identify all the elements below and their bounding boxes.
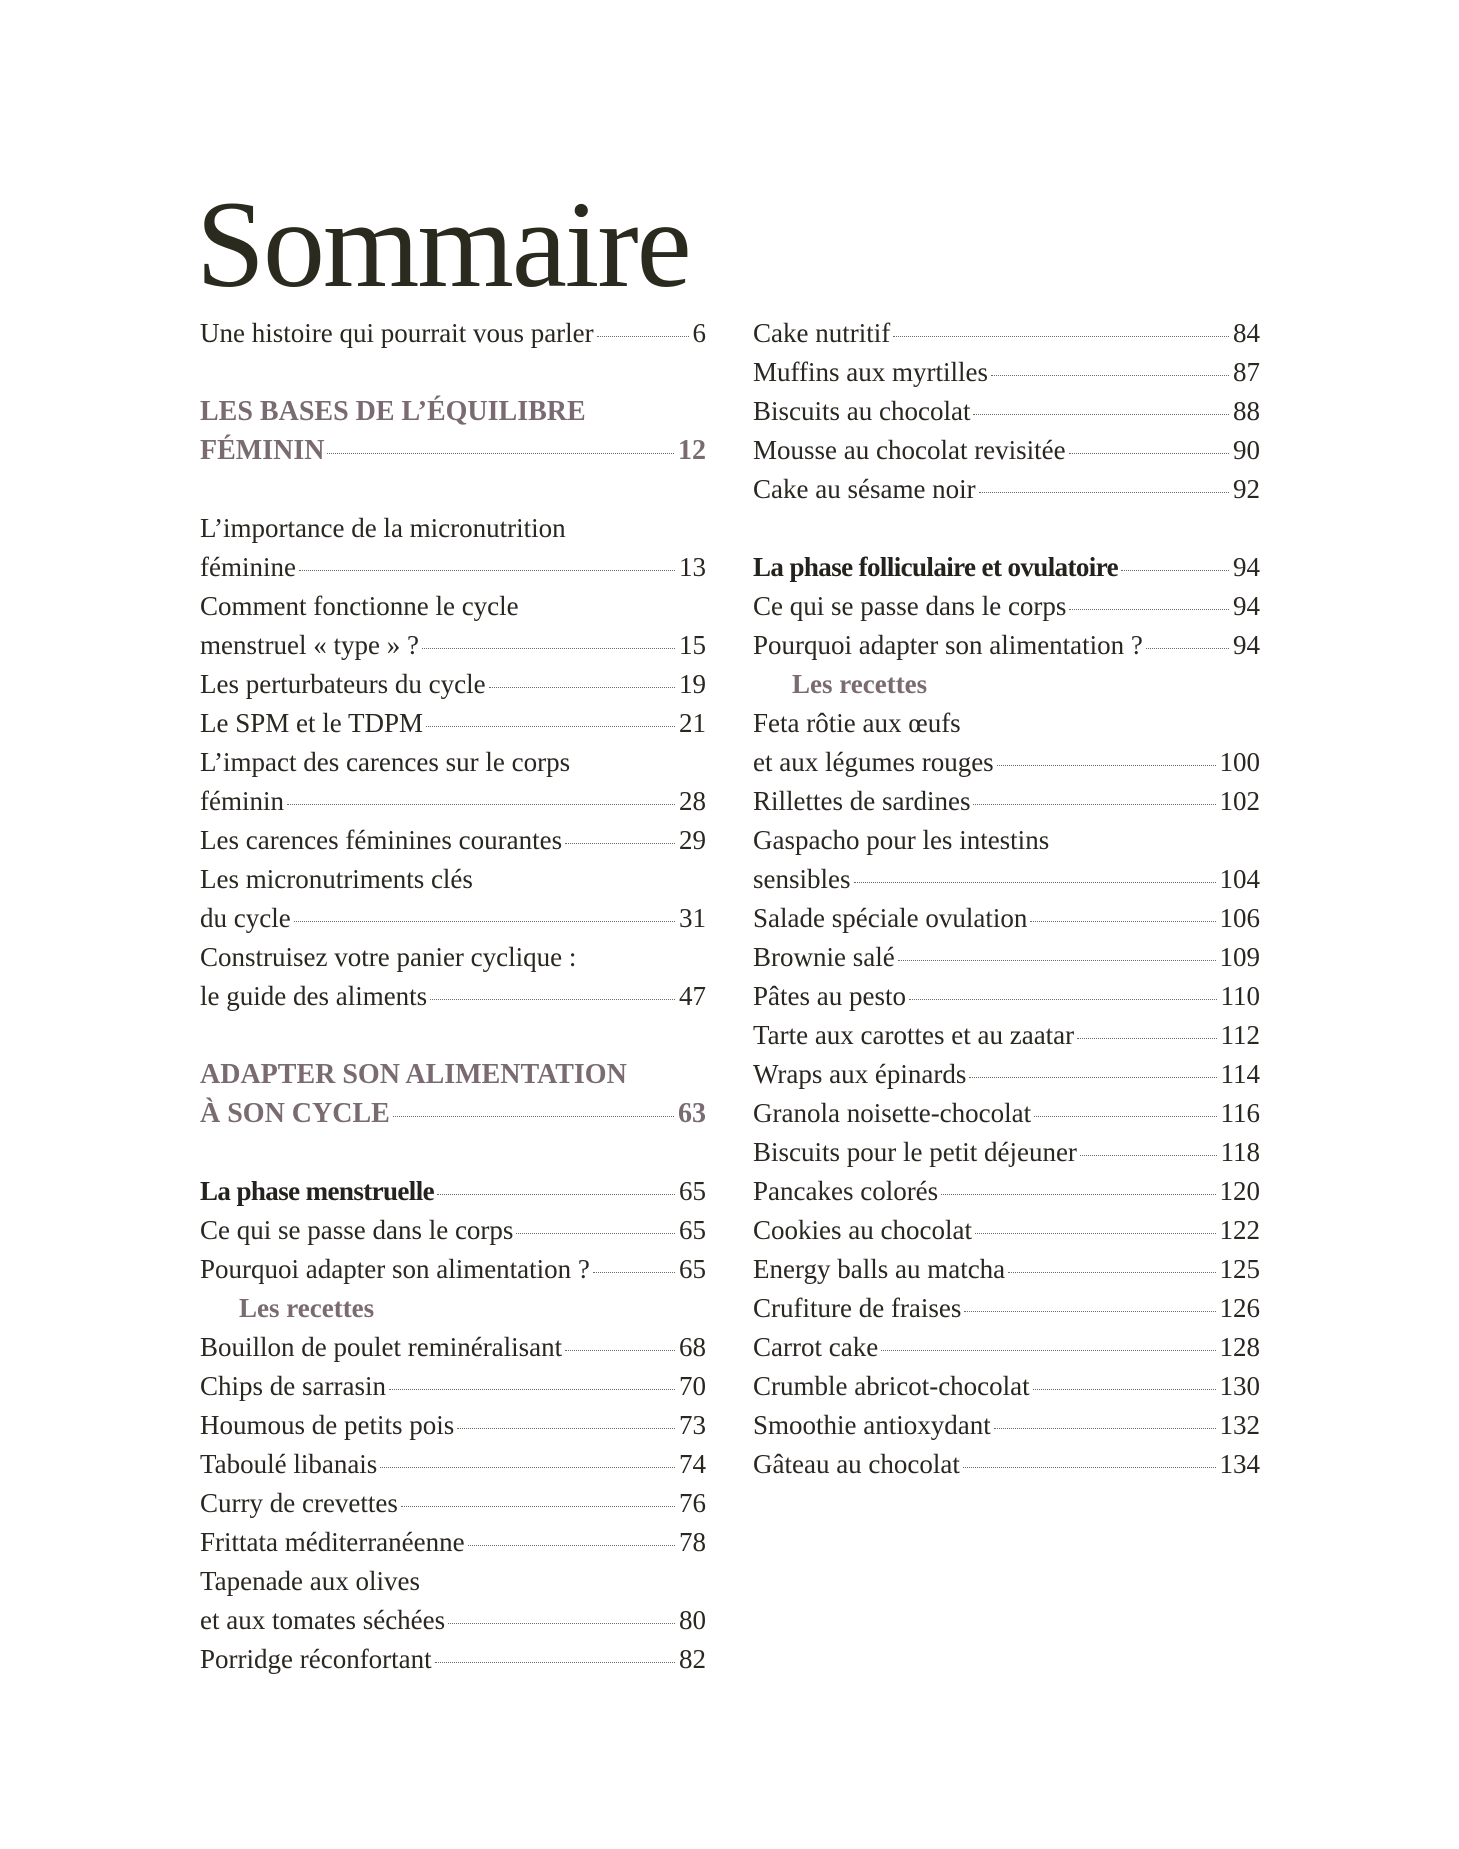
toc-entry-title: La phase menstruelle — [200, 1176, 434, 1206]
toc-entry-title: Cake nutritif — [753, 318, 891, 348]
toc-entry[interactable] — [200, 1523, 706, 1562]
toc-entry-title: Taboulé libanais — [200, 1449, 378, 1479]
toc-page-number: 120 — [1219, 1176, 1260, 1206]
toc-section-entry[interactable] — [200, 431, 706, 470]
toc-entry-title: féminine — [200, 552, 296, 582]
toc-entry-title: et aux tomates séchées — [200, 1605, 446, 1635]
toc-entry-title: Les carences féminines courantes — [200, 825, 563, 855]
toc-page-number: 126 — [1219, 1293, 1260, 1323]
toc-entry[interactable] — [200, 782, 706, 821]
toc-entry[interactable] — [753, 587, 1260, 626]
toc-entry[interactable] — [753, 977, 1260, 1016]
toc-entry-title: Carrot cake — [753, 1332, 879, 1362]
toc-entry[interactable] — [200, 1484, 706, 1523]
toc-entry-title: Pancakes colorés — [753, 1176, 939, 1206]
dot-leader — [969, 1077, 1216, 1078]
toc-page-number: 118 — [1220, 1137, 1260, 1167]
toc-page-number: 76 — [679, 1488, 706, 1518]
dot-leader — [457, 1428, 675, 1429]
dot-leader — [294, 921, 675, 922]
toc-page-number: 19 — [679, 669, 706, 699]
dot-leader — [1121, 570, 1229, 571]
toc-page-number: 94 — [1233, 630, 1260, 660]
dot-leader — [565, 1350, 675, 1351]
toc-entry[interactable] — [753, 1211, 1260, 1250]
toc-entry-title: La phase folliculaire et ovulatoire — [753, 552, 1118, 582]
toc-spacer — [200, 1133, 706, 1172]
toc-entry[interactable] — [753, 1328, 1260, 1367]
dot-leader — [435, 1662, 675, 1663]
toc-entry-line: Construisez votre panier cyclique : — [200, 942, 577, 972]
toc-entry[interactable] — [753, 1133, 1260, 1172]
toc-entry[interactable] — [200, 1445, 706, 1484]
toc-page-number: 94 — [1233, 552, 1260, 582]
toc-page-number: 21 — [679, 708, 706, 738]
toc-page-number: 112 — [1220, 1020, 1260, 1050]
dot-leader — [565, 843, 675, 844]
toc-entry[interactable] — [753, 626, 1260, 665]
toc-page-number: 84 — [1233, 318, 1260, 348]
toc-entry[interactable] — [753, 1445, 1260, 1484]
toc-entry-title: Energy balls au matcha — [753, 1254, 1006, 1284]
toc-page-number: 110 — [1220, 981, 1260, 1011]
toc-page-number: 73 — [679, 1410, 706, 1440]
toc-entry-title: Ce qui se passe dans le corps — [753, 591, 1067, 621]
toc-entry-title: Curry de crevettes — [200, 1488, 398, 1518]
toc-subheading: Les recettes — [792, 669, 928, 699]
toc-page-number: 100 — [1219, 747, 1260, 777]
dot-leader — [893, 336, 1229, 337]
toc-entry-title: Rillettes de sardines — [753, 786, 971, 816]
dot-leader — [287, 804, 675, 805]
toc-entry-title: Les perturbateurs du cycle — [200, 669, 486, 699]
toc-entry[interactable] — [200, 1328, 706, 1367]
dot-leader — [597, 336, 689, 337]
toc-column-left — [200, 314, 706, 1679]
toc-entry[interactable] — [753, 899, 1260, 938]
dot-leader — [975, 1233, 1216, 1234]
toc-entry[interactable] — [753, 1016, 1260, 1055]
toc-page-number: 87 — [1233, 357, 1260, 387]
dot-leader — [327, 453, 674, 454]
toc-page-number: 132 — [1219, 1410, 1260, 1440]
dot-leader — [422, 648, 675, 649]
dot-leader — [994, 1428, 1216, 1429]
dot-leader — [1146, 648, 1229, 649]
toc-entry-line: L’importance de la micronutrition — [200, 513, 566, 543]
toc-entry-title: FÉMININ — [200, 435, 325, 466]
toc-entry[interactable] — [753, 353, 1260, 392]
toc-entry-title: Biscuits au chocolat — [753, 396, 971, 426]
toc-entry-title: Pourquoi adapter son alimentation ? — [200, 1254, 590, 1284]
toc-entry[interactable] — [753, 1406, 1260, 1445]
dot-leader — [991, 375, 1229, 376]
dot-leader — [973, 414, 1229, 415]
toc-page-number: 65 — [679, 1215, 706, 1245]
toc-page-number: 78 — [679, 1527, 706, 1557]
dot-leader — [909, 999, 1217, 1000]
toc-entry-title: Cake au sésame noir — [753, 474, 976, 504]
toc-spacer — [200, 470, 706, 509]
toc-entry-title: Frittata méditerranéenne — [200, 1527, 465, 1557]
toc-entry[interactable] — [200, 665, 706, 704]
toc-entry[interactable] — [753, 1367, 1260, 1406]
toc-entry-title: À SON CYCLE — [200, 1098, 390, 1129]
toc-entry-title: Houmous de petits pois — [200, 1410, 455, 1440]
dot-leader — [1069, 453, 1229, 454]
toc-section-entry[interactable] — [200, 1094, 706, 1133]
toc-page-number: 68 — [679, 1332, 706, 1362]
dot-leader — [426, 726, 675, 727]
dot-leader — [898, 960, 1216, 961]
toc-entry-title: le guide des aliments — [200, 981, 428, 1011]
toc-entry-title: Tarte aux carottes et au zaatar — [753, 1020, 1075, 1050]
toc-entry-title: Cookies au chocolat — [753, 1215, 972, 1245]
toc-column-right — [753, 314, 1260, 1484]
toc-page-number: 116 — [1220, 1098, 1260, 1128]
toc-entry-title: Une histoire qui pourrait vous parler — [200, 318, 594, 348]
toc-entry-line: Gaspacho pour les intestins — [753, 825, 1050, 855]
toc-entry-line: Comment fonctionne le cycle — [200, 591, 519, 621]
toc-entry-title: Muffins aux myrtilles — [753, 357, 988, 387]
toc-entry[interactable] — [753, 938, 1260, 977]
toc-entry-title: féminin — [200, 786, 284, 816]
toc-entry-line: L’impact des carences sur le corps — [200, 747, 571, 777]
toc-page-number: 70 — [679, 1371, 706, 1401]
dot-leader — [389, 1389, 675, 1390]
toc-page-number: 65 — [679, 1176, 706, 1206]
dot-leader — [430, 999, 675, 1000]
toc-entry-title: Gâteau au chocolat — [753, 1449, 960, 1479]
dot-leader — [963, 1467, 1216, 1468]
toc-entry[interactable] — [200, 899, 706, 938]
toc-page-number: 65 — [679, 1254, 706, 1284]
toc-entry[interactable] — [200, 704, 706, 743]
toc-entry[interactable] — [753, 860, 1260, 899]
toc-page-number: 122 — [1219, 1215, 1260, 1245]
dot-leader — [854, 882, 1216, 883]
toc-entry-title: Granola noisette-chocolat — [753, 1098, 1032, 1128]
toc-entry[interactable] — [200, 821, 706, 860]
toc-entry[interactable] — [753, 431, 1260, 470]
toc-entry-title: sensibles — [753, 864, 851, 894]
toc-entry-line: Feta rôtie aux œufs — [753, 708, 961, 738]
dot-leader — [1034, 1116, 1216, 1117]
dot-leader — [1033, 1389, 1216, 1390]
dot-leader — [1008, 1272, 1215, 1273]
toc-page-number: 29 — [679, 825, 706, 855]
toc-entry[interactable] — [200, 1211, 706, 1250]
toc-entry[interactable] — [200, 548, 706, 587]
toc-page-number: 104 — [1219, 864, 1260, 894]
toc-entry[interactable] — [200, 1601, 706, 1640]
toc-spacer — [200, 353, 706, 392]
dot-leader — [468, 1545, 675, 1546]
toc-page-number: 15 — [679, 630, 706, 660]
toc-page-number: 94 — [1233, 591, 1260, 621]
toc-entry[interactable] — [753, 1172, 1260, 1211]
toc-entry[interactable] — [753, 782, 1260, 821]
toc-entry[interactable] — [200, 977, 706, 1016]
toc-page-number: 12 — [678, 435, 706, 466]
toc-entry-title: Pâtes au pesto — [753, 981, 906, 1011]
toc-entry[interactable] — [200, 1367, 706, 1406]
toc-section-heading: ADAPTER SON ALIMENTATION — [200, 1059, 627, 1090]
toc-page-number: 74 — [679, 1449, 706, 1479]
toc-page-number: 130 — [1219, 1371, 1260, 1401]
toc-subheading: Les recettes — [239, 1293, 375, 1323]
toc-section-heading: LES BASES DE L’ÉQUILIBRE — [200, 396, 586, 427]
toc-entry-line: Les micronutriments clés — [200, 864, 473, 894]
dot-leader — [401, 1506, 675, 1507]
toc-entry-title: Chips de sarrasin — [200, 1371, 386, 1401]
toc-entry[interactable] — [200, 1640, 706, 1679]
toc-entry-title: Porridge réconfortant — [200, 1644, 432, 1674]
dot-leader — [941, 1194, 1215, 1195]
toc-page-number: 92 — [1233, 474, 1260, 504]
toc-page-number: 90 — [1233, 435, 1260, 465]
toc-entry-line: Tapenade aux olives — [200, 1566, 421, 1596]
toc-entry[interactable] — [753, 1250, 1260, 1289]
page-title: Sommaire — [196, 176, 690, 314]
toc-page-number: 47 — [679, 981, 706, 1011]
toc-page-number: 109 — [1219, 942, 1260, 972]
toc-entry[interactable] — [753, 743, 1260, 782]
toc-entry[interactable] — [200, 626, 706, 665]
toc-page-number: 106 — [1219, 903, 1260, 933]
dot-leader — [299, 570, 675, 571]
toc-page-number: 13 — [679, 552, 706, 582]
dot-leader — [964, 1311, 1215, 1312]
toc-chapter-entry[interactable] — [753, 548, 1260, 587]
toc-page-number: 128 — [1219, 1332, 1260, 1362]
toc-page-number: 88 — [1233, 396, 1260, 426]
toc-entry-title: Mousse au chocolat revisitée — [753, 435, 1066, 465]
toc-page-number: 63 — [678, 1098, 706, 1129]
toc-entry-title: Smoothie antioxydant — [753, 1410, 991, 1440]
dot-leader — [881, 1350, 1215, 1351]
toc-entry[interactable] — [200, 1250, 706, 1289]
toc-page-number: 114 — [1220, 1059, 1260, 1089]
toc-entry[interactable] — [200, 314, 706, 353]
toc-page-number: 28 — [679, 786, 706, 816]
dot-leader — [979, 492, 1229, 493]
toc-entry[interactable] — [753, 1094, 1260, 1133]
toc-entry-title: Biscuits pour le petit déjeuner — [753, 1137, 1077, 1167]
toc-entry-title: Wraps aux épinards — [753, 1059, 967, 1089]
dot-leader — [380, 1467, 675, 1468]
toc-spacer — [200, 1016, 706, 1055]
toc-entry[interactable] — [753, 1289, 1260, 1328]
toc-page-number: 80 — [679, 1605, 706, 1635]
toc-entry-title: Crufiture de fraises — [753, 1293, 962, 1323]
toc-page-number: 102 — [1219, 786, 1260, 816]
toc-spacer — [753, 509, 1260, 548]
dot-leader — [997, 765, 1216, 766]
dot-leader — [593, 1272, 675, 1273]
toc-entry-title: Brownie salé — [753, 942, 895, 972]
dot-leader — [1030, 921, 1215, 922]
dot-leader — [1080, 1155, 1217, 1156]
toc-entry[interactable] — [753, 392, 1260, 431]
toc-page-number: 6 — [692, 318, 706, 348]
dot-leader — [448, 1623, 675, 1624]
toc-page-number: 82 — [679, 1644, 706, 1674]
toc-entry-title: Ce qui se passe dans le corps — [200, 1215, 514, 1245]
toc-entry-title: Bouillon de poulet reminéralisant — [200, 1332, 563, 1362]
dot-leader — [393, 1116, 674, 1117]
toc-entry[interactable] — [200, 1406, 706, 1445]
toc-page-number: 134 — [1219, 1449, 1260, 1479]
toc-entry-title: et aux légumes rouges — [753, 747, 994, 777]
toc-entry-title: du cycle — [200, 903, 291, 933]
dot-leader — [973, 804, 1215, 805]
dot-leader — [1077, 1038, 1216, 1039]
toc-entry-title: Crumble abricot-chocolat — [753, 1371, 1030, 1401]
toc-entry[interactable] — [753, 314, 1260, 353]
toc-entry-title: menstruel « type » ? — [200, 630, 419, 660]
toc-entry-title: Pourquoi adapter son alimentation ? — [753, 630, 1143, 660]
toc-chapter-entry[interactable] — [200, 1172, 706, 1211]
toc-entry[interactable] — [753, 470, 1260, 509]
dot-leader — [1069, 609, 1229, 610]
toc-entry-title: Salade spéciale ovulation — [753, 903, 1028, 933]
toc-page-number: 125 — [1219, 1254, 1260, 1284]
dot-leader — [516, 1233, 675, 1234]
dot-leader — [437, 1194, 675, 1195]
toc-page-number: 31 — [679, 903, 706, 933]
dot-leader — [489, 687, 675, 688]
toc-entry[interactable] — [753, 1055, 1260, 1094]
toc-entry-title: Le SPM et le TDPM — [200, 708, 424, 738]
